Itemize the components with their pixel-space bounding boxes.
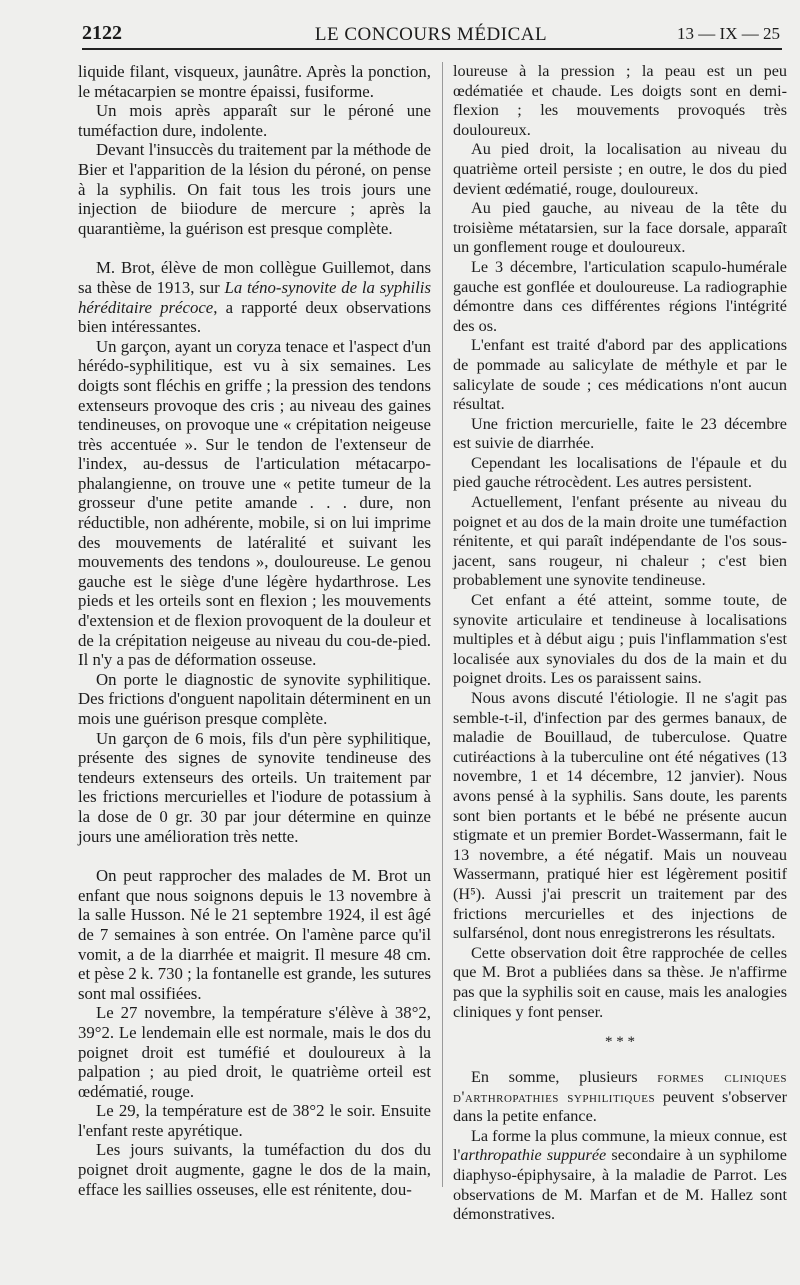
section-asterism: * * * xyxy=(605,1034,635,1051)
paragraph: Cette observation doit être rapprochée de celles que M. Brot a publiées dans sa thèse. Je n'affirme pas que la syphilis soit en cause, mais les analogies cliniques y font penser. xyxy=(453,943,787,1021)
paragraph: Le 3 décembre, l'articulation scapulo-humérale gauche est gonflée et douloureuse. La radiographie démontre dans ces différentes régions l'intégrité des os. xyxy=(453,257,787,335)
paragraph: Cependant les localisations de l'épaule et du pied gauche rétrocèdent. Les autres persistent. xyxy=(453,453,787,492)
paragraph: Un garçon, ayant un coryza tenace et l'aspect d'un hérédo-syphilitique, est vu à six semaines. Les doigts sont fléchis en griffe ; la pression des tendons extenseurs provoque des cris ; au niveau des gaines tendineuses, on provoque une « crépitation neigeuse très accentuée ». Sur le tendon de l'extenseur de l'index, au-dessus de l'articulation métacarpo-phalangienne, on trouve une « petite tumeur de la grosseur d'une petite amande . . . dure, non réductible, non adhérente, mobile, si on lui imprime des mouvements de latéralité et suivant les mouvements des tendons », douloureuse. Le genou gauche est le siège d'une légère hydarthrose. Les pieds et les orteils sont en flexion ; les mouvements d'extension et de flexion provoquent de la douleur et de la crépitation neigeuse au niveau du cou-de-pied. Il n'y a pas de déformation osseuse. xyxy=(78,336,431,670)
left-column xyxy=(78,62,431,1199)
page-number: 2122 xyxy=(82,22,122,44)
paragraph: M. Brot, élève de mon collègue Guillemot, dans sa thèse de 1913, sur La téno-synovite de la syphilis héréditaire précoce, a rapporté deux observations bien intéressantes. xyxy=(78,258,432,337)
paragraph: Actuellement, l'enfant présente au niveau du poignet et au dos de la main droite une tuméfaction rénitente, et qui paraît indépendante de l'os sous-jacent, sans rougeur, ni chaleur ; c'est bien probablement une synovite tendineuse. xyxy=(453,493,787,590)
small-caps-phrase: formes cliniques d'arthropathies syphilitiques xyxy=(453,1068,787,1106)
thesis-title: La téno-synovite de la syphilis héréditaire précoce xyxy=(78,277,431,317)
right-column xyxy=(453,62,787,1225)
paragraph: Au pied gauche, au niveau de la tête du troisième métatarsien, sur la face dorsale, apparaît un gonflement rouge et douloureux. xyxy=(453,199,787,257)
page-header xyxy=(82,18,780,50)
paragraph: liquide filant, visqueux, jaunâtre. Après la ponction, le métacarpien se montre épaissi, fusiforme. xyxy=(78,62,431,101)
paragraph: On porte le diagnostic de synovite syphilitique. Des frictions d'onguent napolitain déterminent en un mois une guérison presque complète. xyxy=(78,669,431,728)
paragraph: La forme la plus commune, la mieux connue, est l'arthropathie suppurée secondaire à un syphilome diaphyso-épiphysaire, à la maladie de Parrot. Les observations de M. Marfan et de M. Hallez sont démonstratives. xyxy=(453,1126,787,1224)
paragraph: On peut rapprocher des malades de M. Brot un enfant que nous soignons depuis le 13 novembre à la salle Husson. Né le 21 septembre 1924, il est âgé de 7 semaines à son entrée. On l'amène parce qu'il vomit, a de la diarrhée et maigrit. Il mesure 48 cm. et pèse 2 k. 730 ; la fontanelle est grande, les sutures sont mal ossifiées. xyxy=(78,866,431,1003)
paragraph: Un mois après apparaît sur le péroné une tuméfaction dure, indolente. xyxy=(78,101,431,140)
paragraph: Une friction mercurielle, faite le 23 décembre est suivie de diarrhée. xyxy=(453,414,787,453)
paragraph: loureuse à la pression ; la peau est un peu œdématiée et chaude. Les doigts sont en demi-flexion ; les mouvements provoqués très douloureux. xyxy=(453,62,787,139)
paragraph: Le 29, la température est de 38°2 le soir. Ensuite l'enfant reste apyrétique. xyxy=(78,1101,431,1140)
journal-title: LE CONCOURS MÉDICAL xyxy=(314,24,548,45)
header-rule xyxy=(82,48,782,50)
column-divider xyxy=(442,62,443,1187)
paragraph: Les jours suivants, la tuméfaction du dos du poignet droit augmente, gagne le dos de la main, efface les saillies osseuses, elle est rénitente, dou- xyxy=(78,1140,431,1199)
paragraph: L'enfant est traité d'abord par des applications de pommade au salicylate de méthyle et par le salicylate de soude ; ces médications n'ont aucun résultat. xyxy=(453,336,787,414)
paragraph: Au pied droit, la localisation au niveau du quatrième orteil persiste ; en outre, le dos du pied devient œdématié, rouge, douloureux. xyxy=(453,140,787,198)
paragraph: Devant l'insuccès du traitement par la méthode de Bier et l'apparition de la lésion du péroné, on pense à la syphilis. On fait tous les trois jours une injection de biiodure de mercure ; après la quarantième, la guérison est presque complète. xyxy=(78,140,431,238)
italic-term: arthropathie suppurée xyxy=(460,1146,607,1165)
paragraph: Le 27 novembre, la température s'élève à 38°2, 39°2. Le lendemain elle est normale, mais le dos du poignet droit est tuméfié et douloureux à la palpation ; au pied droit, le quatrième orteil est œdématié, rouge. xyxy=(78,1003,431,1101)
paragraph: Nous avons discuté l'étiologie. Il ne s'agit pas semble-t-il, d'infection par des germes banaux, de maladie de Bouillaud, de tuberculose. Quatre cutiréactions à la tuberculine ont été négatives (13 novembre, 1 et 14 décembre, 12 janvier). Nous avons pensé à la syphilis. Sans doute, les parents sont bien portants et le bébé ne présente aucun stigmate et un premier Bordet-Wassermann, fait le 13 novembre, a été négatif. Mais un nouveau Wassermann, pratiqué hier est légèrement positif (H⁵). Aussi j'ai prescrit un traitement par des frictions mercurielles et des injections de sulfarsénol, dont nous enregistrerons les résultats. xyxy=(453,689,787,943)
paragraph: En somme, plusieurs formes cliniques d'arthropathies syphilitiques peuvent s'observer dans la petite enfance. xyxy=(453,1068,787,1126)
paragraph: Cet enfant a été atteint, somme toute, de synovite articulaire et tendineuse à localisations multiples et à début aigu ; puis l'inflammation s'est localisée aux synoviales du dos de la main et du poignet droits. Les os paraissent sains. xyxy=(453,591,787,688)
issue-date: 13 — IX — 25 xyxy=(677,24,780,43)
paragraph: Un garçon de 6 mois, fils d'un père syphilitique, présente des signes de synovite tendineuse des tendeurs extenseurs des orteils. Un traitement par les frictions mercurielles et l'iodure de potassium à la dose de 0 gr. 30 par jour détermine en quinze jours une amélioration très nette. xyxy=(78,728,431,846)
